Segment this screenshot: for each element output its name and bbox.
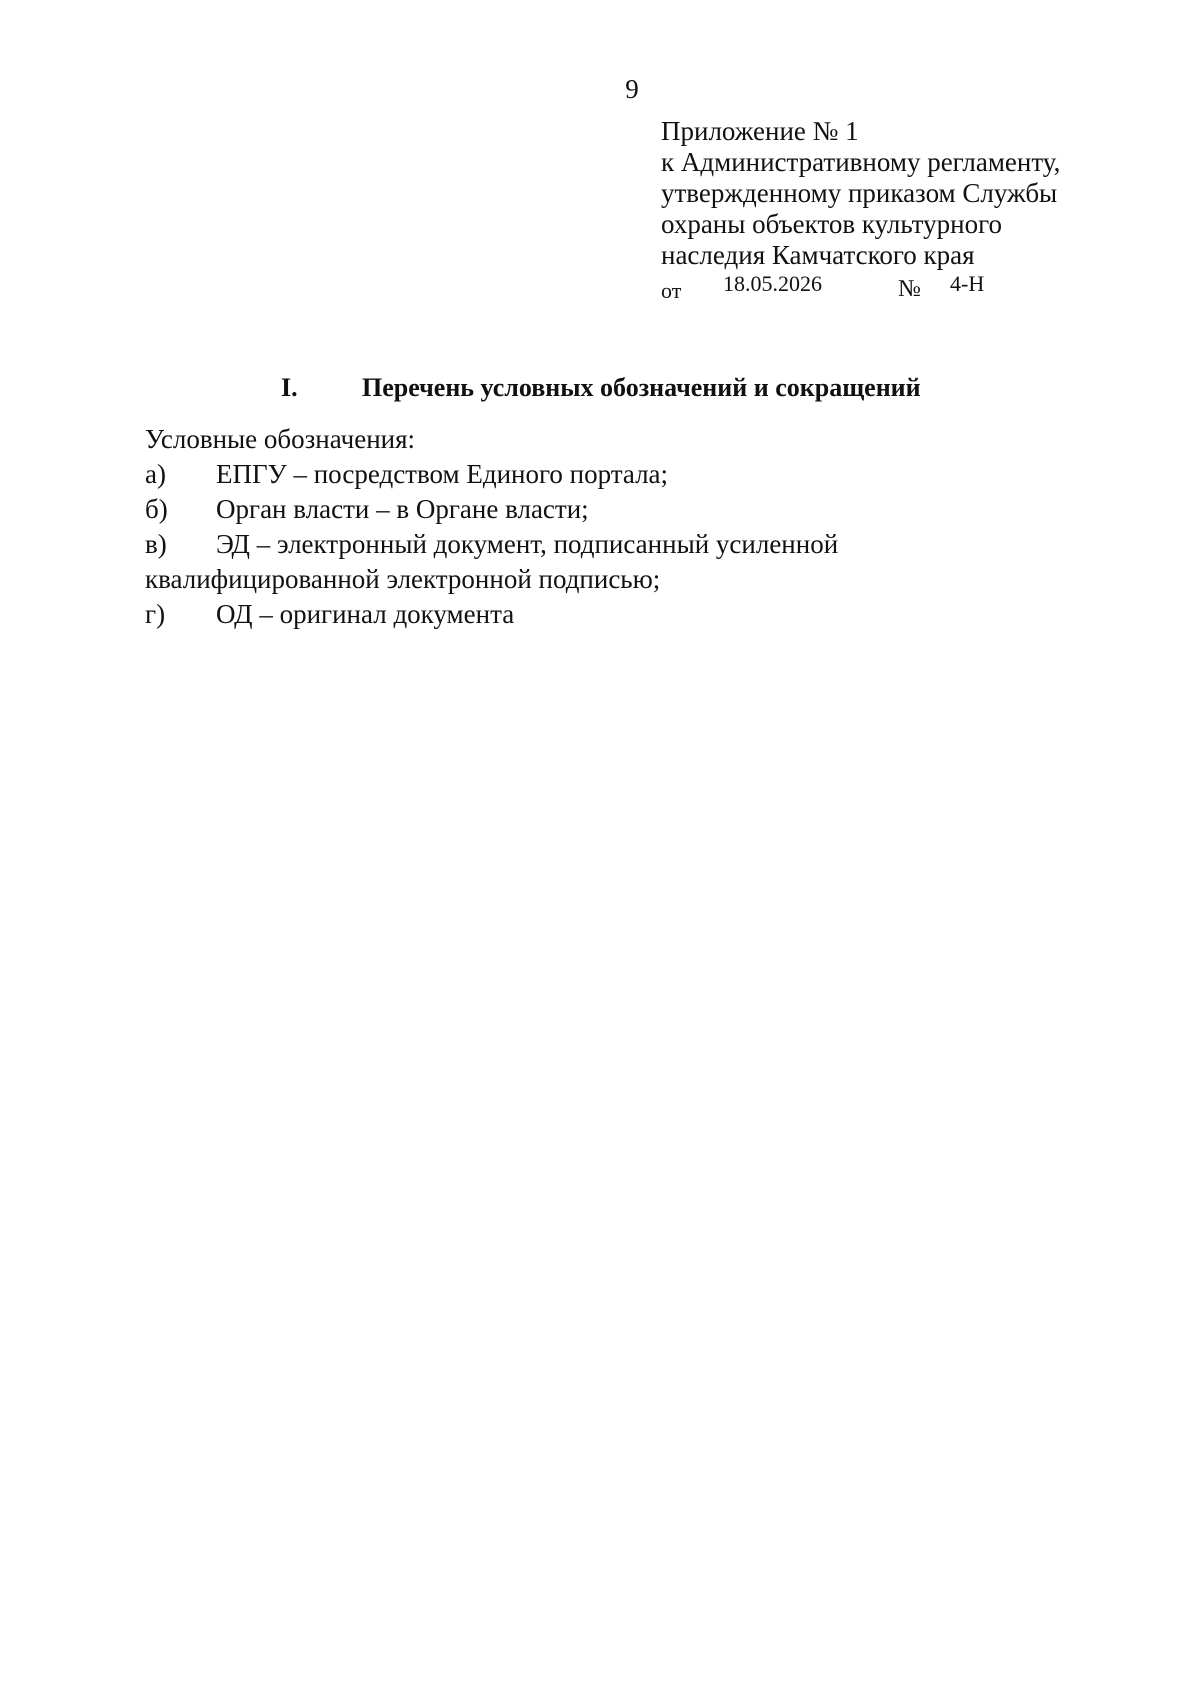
appendix-line: наследия Камчатского края bbox=[661, 240, 975, 270]
number-prefix: № bbox=[898, 276, 921, 302]
appendix-line: утвержденному приказом Службы bbox=[661, 178, 1058, 208]
appendix-line: охраны объектов культурного bbox=[661, 209, 1002, 239]
legend-item-marker: в) bbox=[145, 529, 167, 559]
section-roman-numeral: I. bbox=[281, 373, 298, 402]
legend-item-text: ЭД – электронный документ, подписанный усиленной bbox=[216, 529, 839, 559]
legend-item-continuation: квалифицированной электронной подписью; bbox=[145, 564, 661, 594]
legend-item-text: ОД – оригинал документа bbox=[216, 599, 515, 629]
legend-item bbox=[145, 492, 660, 527]
legend-item-text: ЕПГУ – посредством Единого портала; bbox=[216, 459, 669, 489]
legend-item-marker: а) bbox=[145, 459, 166, 489]
appendix-date-row bbox=[661, 271, 1060, 302]
legend-item-marker: б) bbox=[145, 494, 168, 524]
legend-intro: Условные обозначения: bbox=[145, 424, 416, 454]
legend-item-marker: г) bbox=[145, 599, 166, 629]
order-number: 4-Н bbox=[950, 271, 985, 296]
legend-item bbox=[145, 597, 660, 632]
appendix-title: Приложение № 1 bbox=[661, 116, 859, 146]
appendix-block bbox=[661, 116, 1060, 302]
legend-content bbox=[145, 422, 839, 632]
legend-item-text: Орган власти – в Органе власти; bbox=[216, 494, 589, 524]
appendix-line: к Административному регламенту, bbox=[661, 147, 1061, 177]
legend-item bbox=[145, 527, 839, 562]
date-prefix: от bbox=[661, 278, 682, 303]
page-number: 9 bbox=[625, 74, 639, 104]
legend-item bbox=[145, 457, 669, 492]
section-title: Перечень условных обозначений и сокращений bbox=[362, 373, 921, 402]
order-date: 18.05.2026 bbox=[723, 271, 822, 296]
